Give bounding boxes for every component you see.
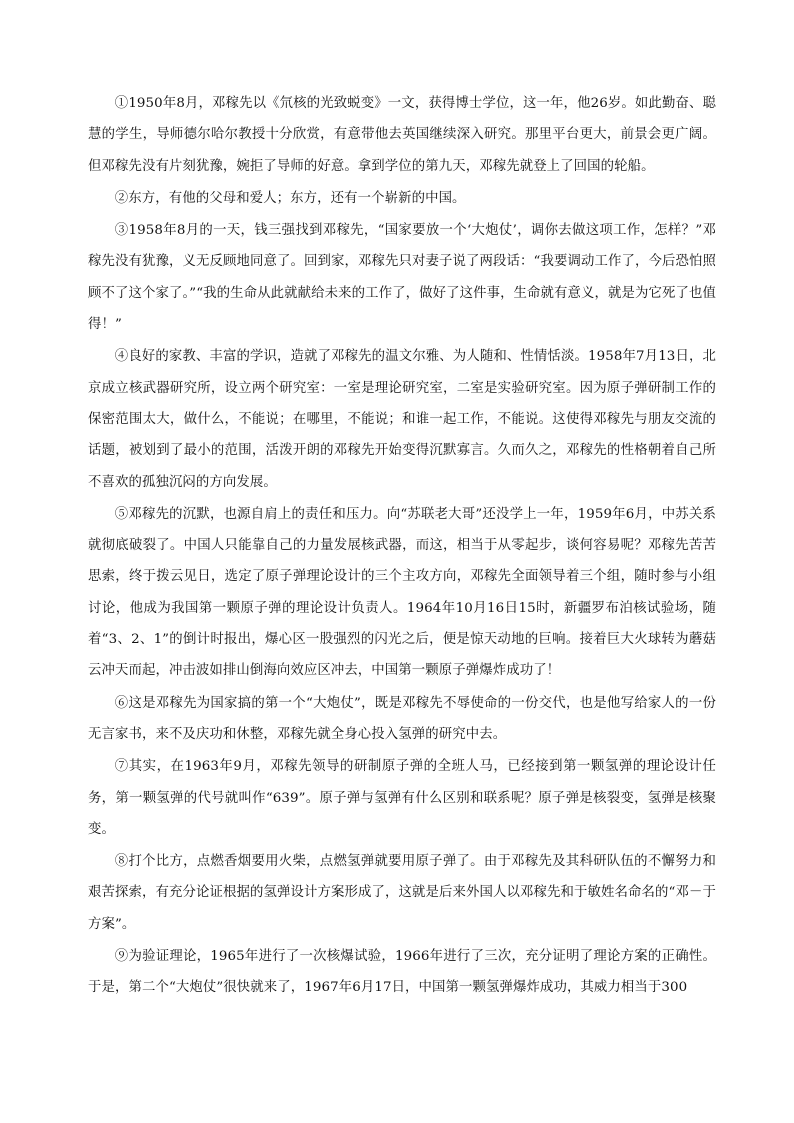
paragraph-1: ①1950年8月，邓稼先以《氘核的光致蜕变》一文，获得博士学位，这一年，他26岁。如此勤奋、聪慧的学生，导师德尔哈尔教授十分欣赏，有意带他去英国继续深入研究。那里平台更大，前景会更广阔。但邓稼先没有片刻犹豫，婉拒了导师的好意。拿到学位的第九天，邓稼先就登上了回国的轮船。: [88, 96, 716, 174]
paragraph-7: ⑦其实，在1963年9月，邓稼先领导的研制原子弹的全班人马，已经接到第一颗氢弹的理论设计任务，第一颗氢弹的代号就叫作“639”。原子弹与氢弹有什么区别和联系呢？原子弹是核裂变，氢弹是核聚变。: [88, 759, 716, 837]
paragraph-3: ③1958年8月的一天，钱三强找到邓稼先，“国家要放一个‘大炮仗’，调你去做这项工作，怎样？”邓稼先没有犹豫，义无反顾地同意了。回到家，邓稼先只对妻子说了两段话：“我要调动工作了，今后恐怕照顾不了这个家了。”“我的生命从此就献给未来的工作了，做好了这件事，生命就有意义，就是为它死了也值得！”: [88, 223, 716, 333]
paragraph-2: ②东方，有他的父母和爱人；东方，还有一个崭新的中国。: [114, 190, 466, 206]
document-body: [88, 88, 716, 1005]
paragraph-9: ⑨为验证理论，1965年进行了一次核爆试验，1966年进行了三次，充分证明了理论方案的正确性。于是，第二个“大炮仗”很快就来了，1967年6月17日，中国第一颗氢弹爆炸成功，其威力相当于300: [88, 949, 716, 996]
paragraph-6: ⑥这是邓稼先为国家搞的第一个“大炮仗”，既是邓稼先不辱使命的一份交代，也是他写给家人的一份无言家书，来不及庆功和休整，邓稼先就全身心投入氢弹的研究中去。: [88, 695, 716, 742]
paragraph-4: ④良好的家教、丰富的学识，造就了邓稼先的温文尔雅、为人随和、性情恬淡。1958年7月13日，北京成立核武器研究所，设立两个研究室：一室是理论研究室，二室是实验研究室。因为原子弹研制工作的保密范围太大，做什么，不能说；在哪里，不能说；和谁一起工作，不能说。这使得邓稼先与朋友交流的话题，被划到了最小的范围，活泼开朗的邓稼先开始变得沉默寡言。久而久之，邓稼先的性格朝着自己所不喜欢的孤独沉闷的方向发展。: [88, 349, 716, 490]
paragraph-5: ⑤邓稼先的沉默，也源自肩上的责任和压力。向“苏联老大哥”还没学上一年，1959年6月，中苏关系就彻底破裂了。中国人只能靠自己的力量发展核武器，而这，相当于从零起步，谈何容易呢？邓稼先苦苦思索，终于拨云见日，选定了原子弹理论设计的三个主攻方向，邓稼先全面领导着三个组，随时参与小组讨论，他成为我国第一颗原子弹的理论设计负责人。1964年10月16日15时，新疆罗布泊核试验场，随着“3、2、1”的倒计时报出，爆心区一股强烈的闪光之后，便是惊天动地的巨响。接着巨大火球转为蘑菇云冲天而起，冲击波如排山倒海向效应区冲去，中国第一颗原子弹爆炸成功了！: [88, 506, 716, 679]
paragraph-8: ⑧打个比方，点燃香烟要用火柴，点燃氢弹就要用原子弹了。由于邓稼先及其科研队伍的不懈努力和艰苦探索，有充分论证根据的氢弹设计方案形成了，这就是后来外国人以邓稼先和于敏姓名命名的“邓－于方案”。: [88, 854, 716, 932]
